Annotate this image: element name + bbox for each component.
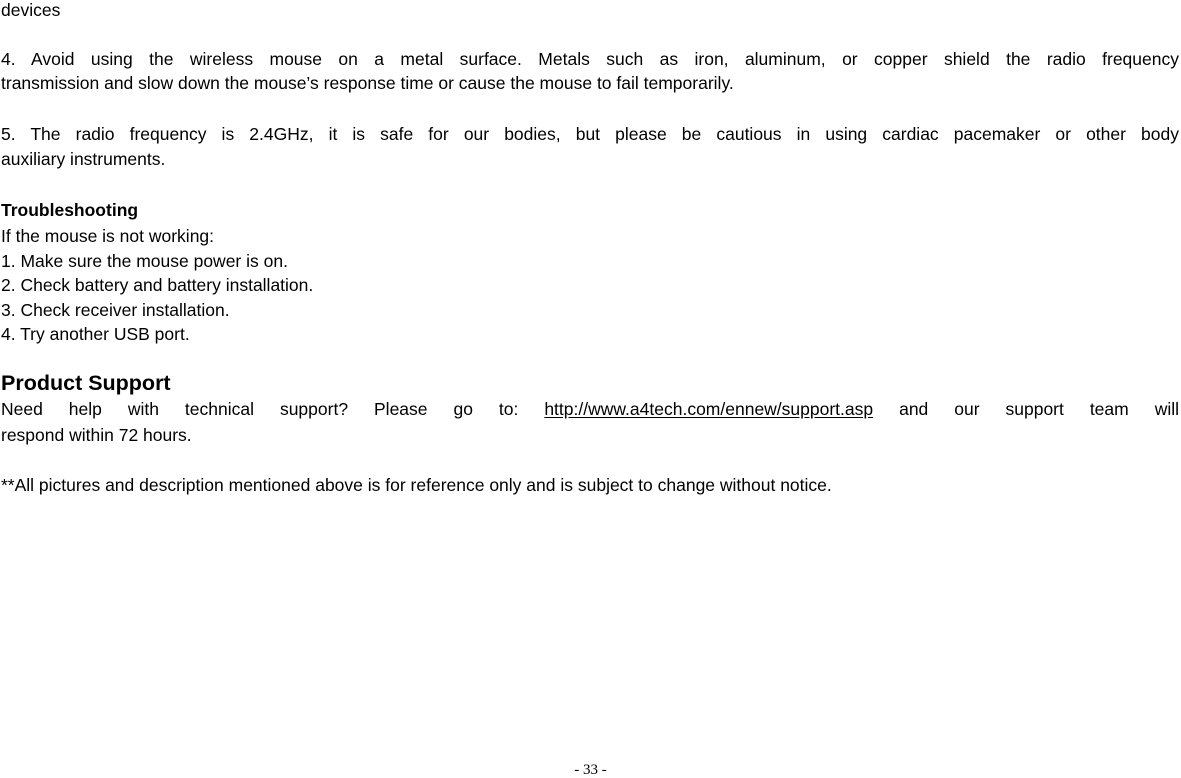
item-5-line-2: auxiliary instruments. [1,149,166,169]
troubleshooting-intro: If the mouse is not working: [1,226,215,246]
disclaimer-text: **All pictures and description mentioned above is for reference only and is subject to change without notice. [1,475,832,495]
support-paragraph-line-1 [1,399,1179,420]
support-text-before-link: Need help with technical support? Please go to: [1,399,545,419]
devices-text: devices [1,0,61,20]
page-number: - 33 - [574,762,607,778]
item-4-line-1: 4. Avoid using the wireless mouse on a metal surface. Metals such as iron, aluminum, or copper shield the radio frequency [1,49,1179,69]
troubleshooting-heading: Troubleshooting [1,200,139,220]
troubleshooting-step-4: 4. Try another USB port. [1,324,190,344]
item-5-line-1: 5. The radio frequency is 2.4GHz, it is safe for our bodies, but please be cautious in using cardiac pacemaker or other body [1,124,1179,144]
support-paragraph-line-2: respond within 72 hours. [1,425,192,445]
support-text-after-link: and our support team will [873,399,1179,419]
troubleshooting-step-1: 1. Make sure the mouse power is on. [1,251,288,271]
product-support-heading: Product Support [1,371,171,395]
item-4-line-2: transmission and slow down the mouse’s response time or cause the mouse to fail temporarily. [1,73,734,93]
troubleshooting-step-3: 3. Check receiver installation. [1,300,230,320]
troubleshooting-step-2: 2. Check battery and battery installation. [1,275,314,295]
support-link[interactable]: http://www.a4tech.com/ennew/support.asp [544,399,874,419]
document-page [1,0,1179,777]
